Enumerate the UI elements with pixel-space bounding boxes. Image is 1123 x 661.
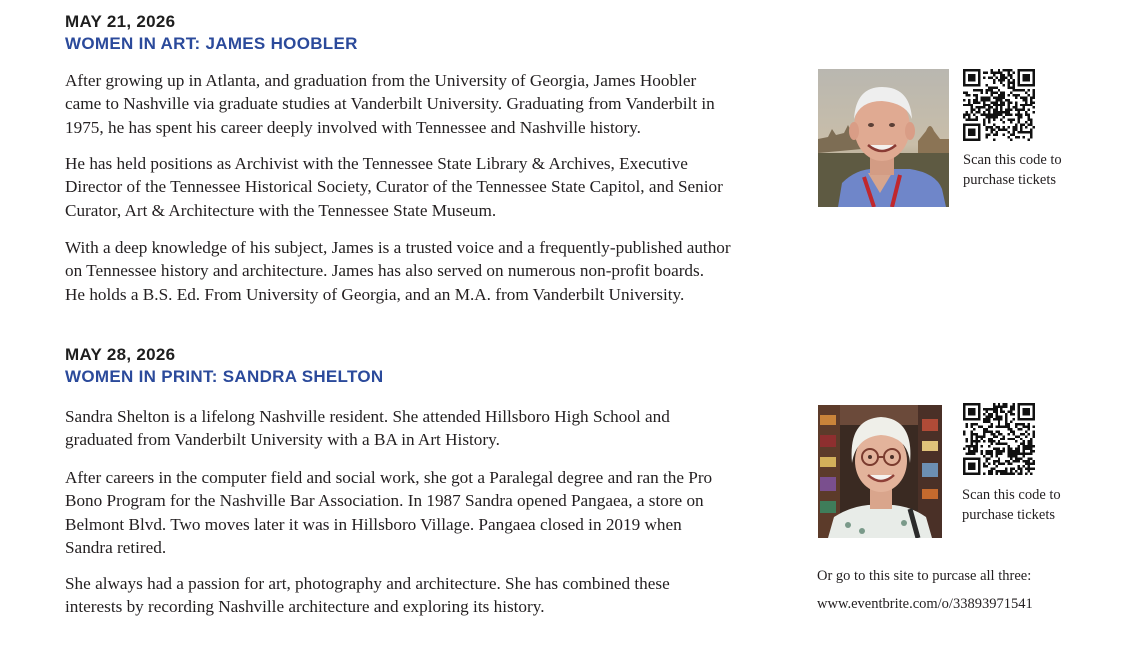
speaker-photo	[818, 405, 942, 538]
bio-paragraph: He has held positions as Archivist with the Tennessee State Library & Archives, Executive Director of the Tennessee Historical Society, Curator of the Tennessee State Capitol, and Senior Curator, Art & Architecture with the Tennessee State Museum.	[65, 154, 723, 220]
purchase-all-label: Or go to this site to purcase all three:	[817, 568, 1032, 584]
qr-code-icon	[963, 403, 1035, 475]
event-title: WOMEN IN PRINT: SANDRA SHELTON	[65, 367, 384, 386]
event-date: MAY 21, 2026	[65, 12, 176, 31]
bio-paragraph: She always had a passion for art, photography and architecture. She has combined these interests by recording Nashville architecture and exploring its history.	[65, 574, 670, 617]
bio-paragraph: After growing up in Atlanta, and graduation from the University of Georgia, James Hoobler came to Nashville via graduate studies at Vanderbilt University. Graduating from Vanderbilt in 1975, he has spent his career deeply involved with Tennessee and Nashville history.	[65, 71, 715, 137]
purchase-all-three	[817, 562, 1033, 618]
event-date: MAY 28, 2026	[65, 345, 176, 364]
portrait-james-hoobler	[818, 69, 949, 207]
speaker-photo	[818, 69, 949, 207]
bio-paragraph: With a deep knowledge of his subject, James is a trusted voice and a frequently-published author on Tennessee history and architecture. James has also served on numerous non-profit boards. He holds a B.S. Ed. From University of Georgia, and an M.A. from Vanderbilt University.	[65, 238, 731, 304]
event-title: WOMEN IN ART: JAMES HOOBLER	[65, 34, 358, 53]
ticket-qr-code[interactable]	[963, 403, 1035, 475]
bio-paragraph: Sandra Shelton is a lifelong Nashville resident. She attended Hillsboro High School and graduated from Vanderbilt University with a BA in Art History.	[65, 407, 670, 450]
qr-code-icon	[963, 69, 1035, 141]
scan-instructions: Scan this code to purchase tickets	[962, 487, 1061, 523]
scan-instructions: Scan this code to purchase tickets	[963, 152, 1062, 188]
eventbrite-link[interactable]: www.eventbrite.com/o/33893971541	[817, 596, 1033, 612]
portrait-sandra-shelton	[818, 405, 942, 538]
bio-paragraph: After careers in the computer field and social work, she got a Paralegal degree and ran the Pro Bono Program for the Nashville Bar Association. In 1987 Sandra opened Pangaea, a store on Belmont Blvd. Two moves later it was in Hillsboro Village. Pangaea closed in 2019 when Sandra retired.	[65, 468, 713, 557]
ticket-qr-code[interactable]	[963, 69, 1035, 141]
